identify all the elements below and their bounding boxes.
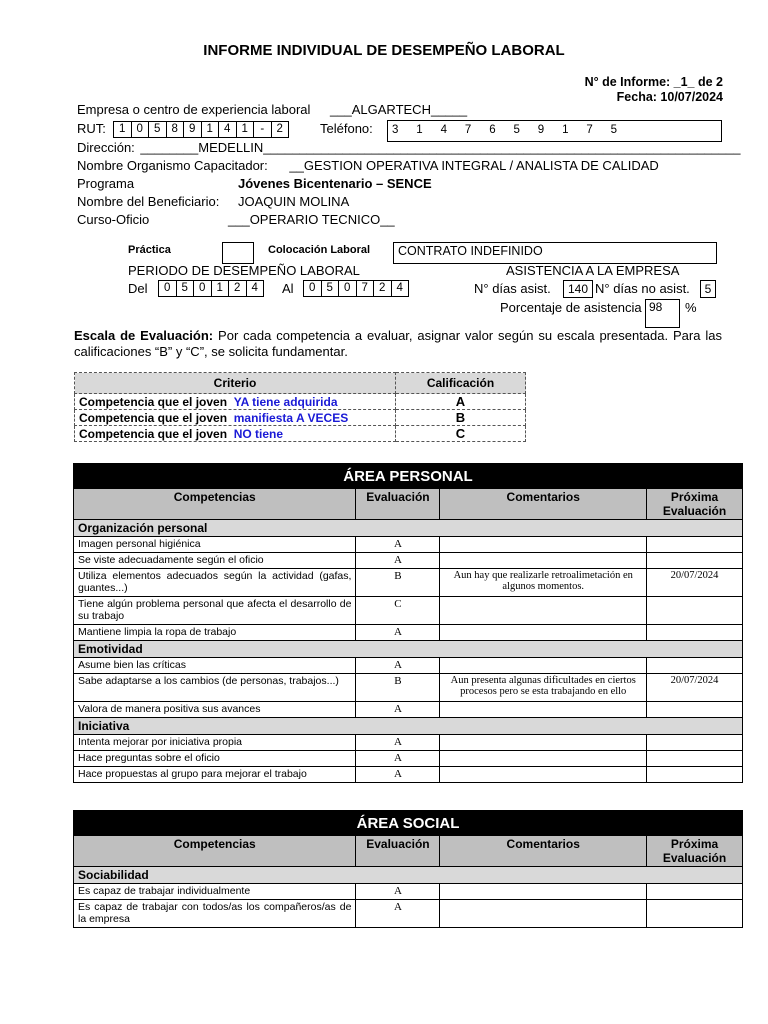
- porcentaje-unit: %: [685, 300, 697, 315]
- digit-cell: 5: [322, 281, 340, 296]
- dias-asist-label: N° días asist.: [474, 281, 551, 296]
- section-title: Emotividad: [74, 641, 743, 658]
- proxima-cell[interactable]: [647, 625, 743, 641]
- digit-cell: 2: [276, 123, 283, 135]
- col-comentarios: Comentarios: [440, 489, 647, 520]
- competencia-cell: Asume bien las críticas: [74, 658, 356, 674]
- digit-cell: 0: [159, 281, 177, 296]
- dias-no-asist-value: 5: [700, 280, 716, 298]
- criteria-grade: B: [396, 410, 526, 426]
- criteria-highlight: NO tiene: [233, 426, 284, 441]
- comentario-cell[interactable]: [440, 751, 647, 767]
- criteria-prefix: Competencia que el joven: [79, 410, 228, 425]
- digit-cell: 4: [251, 282, 258, 294]
- programa-value: Jóvenes Bicentenario – SENCE: [238, 176, 432, 191]
- beneficiario-value: JOAQUIN MOLINA: [238, 194, 350, 209]
- competencia-cell: Valora de manera positiva sus avances: [74, 702, 356, 718]
- comentario-cell[interactable]: [440, 900, 647, 928]
- proxima-cell[interactable]: [647, 537, 743, 553]
- digit-cell: 5: [149, 122, 167, 137]
- porcentaje-value: 98: [645, 299, 680, 328]
- digit-cell: 2: [229, 281, 247, 296]
- digit-cell: 0: [339, 281, 357, 296]
- report-date: Fecha: 10/07/2024: [616, 90, 723, 104]
- proxima-cell[interactable]: [647, 884, 743, 900]
- asistencia-label: ASISTENCIA A LA EMPRESA: [506, 263, 680, 278]
- digit-cell: 0: [194, 281, 212, 296]
- escala-paragraph: [74, 328, 722, 359]
- comentario-cell[interactable]: [440, 767, 647, 783]
- criteria-row: [75, 426, 526, 442]
- proxima-cell[interactable]: [647, 767, 743, 783]
- del-label: Del: [128, 281, 148, 296]
- area-social-table: [73, 810, 743, 928]
- evaluacion-cell[interactable]: A: [356, 900, 440, 928]
- direccion-row: [77, 140, 740, 155]
- criteria-grade: C: [396, 426, 526, 442]
- digit-cell: 7: [586, 124, 593, 136]
- criteria-table: [74, 372, 526, 442]
- proxima-cell[interactable]: [647, 900, 743, 928]
- telefono-box: [387, 120, 722, 142]
- colocacion-value: CONTRATO INDEFINIDO: [398, 244, 543, 258]
- competencia-cell: Utiliza elementos adecuados según la actividad (gafas, guantes...): [74, 569, 356, 597]
- criteria-prefix: Competencia que el joven: [79, 394, 228, 409]
- section-title: Iniciativa: [74, 718, 743, 735]
- digit-cell: 1: [202, 122, 220, 137]
- practica-label: Práctica: [128, 244, 171, 256]
- evaluacion-cell[interactable]: A: [356, 735, 440, 751]
- competencia-cell: Hace propuestas al grupo para mejorar el trabajo: [74, 767, 356, 783]
- periodo-label: PERIODO DE DESEMPEÑO LABORAL: [128, 263, 360, 278]
- porcentaje-label: Porcentaje de asistencia: [500, 300, 642, 315]
- table-row: [74, 537, 743, 553]
- table-row: [74, 674, 743, 702]
- digit-cell: 3: [392, 124, 399, 136]
- rut-cells: [113, 121, 289, 138]
- digit-cell: 1: [562, 124, 569, 136]
- competencia-cell: Es capaz de trabajar individualmente: [74, 884, 356, 900]
- digit-cell: 1: [212, 281, 230, 296]
- col-comentarios: Comentarios: [440, 836, 647, 867]
- comentario-cell[interactable]: [440, 537, 647, 553]
- competencia-cell: Es capaz de trabajar con todos/as los compañeros/as de la empresa: [74, 900, 356, 928]
- section-title: Organización personal: [74, 520, 743, 537]
- empresa-value: ___ALGARTECH_____: [330, 102, 468, 117]
- rut-label: RUT:: [77, 121, 106, 136]
- col-proxima: Próxima Evaluación: [647, 836, 743, 867]
- evaluacion-cell[interactable]: A: [356, 751, 440, 767]
- escala-text: Por cada competencia a evaluar, asignar valor según su escala presentada. Para las calificaciones “B” y “C”, se solicita fundamentar.: [74, 328, 722, 359]
- comentario-cell[interactable]: [440, 597, 647, 625]
- direccion-label: Dirección:: [77, 140, 135, 155]
- area-personal-table: [73, 463, 743, 783]
- evaluacion-cell[interactable]: A: [356, 767, 440, 783]
- column-header-row: [74, 489, 743, 520]
- escala-title: Escala de Evaluación:: [74, 328, 214, 343]
- digit-cell: 1: [237, 122, 255, 137]
- proxima-cell[interactable]: [647, 702, 743, 718]
- comentario-cell[interactable]: [440, 735, 647, 751]
- comentario-cell[interactable]: [440, 702, 647, 718]
- area-title: ÁREA PERSONAL: [74, 464, 743, 489]
- comentario-cell[interactable]: [440, 625, 647, 641]
- telefono-digits: [388, 121, 721, 139]
- digit-cell: 1: [416, 124, 423, 136]
- organismo-value: __GESTION OPERATIVA INTEGRAL / ANALISTA DE CALIDAD: [289, 158, 659, 173]
- section-row: [74, 641, 743, 658]
- section-row: [74, 718, 743, 735]
- table-row: [74, 767, 743, 783]
- criteria-row: [75, 410, 526, 426]
- col-competencias: Competencias: [74, 836, 356, 867]
- digit-cell: 4: [396, 282, 403, 294]
- digit-cell: 5: [513, 124, 520, 136]
- competencia-cell: Imagen personal higiénica: [74, 537, 356, 553]
- table-row: [74, 900, 743, 928]
- page-title: INFORME INDIVIDUAL DE DESEMPEÑO LABORAL: [203, 42, 565, 59]
- proxima-cell[interactable]: [647, 658, 743, 674]
- competencia-cell: Se viste adecuadamente según el oficio: [74, 553, 356, 569]
- report-number: N° de Informe: _1_ de 2: [584, 75, 723, 89]
- table-row: [74, 658, 743, 674]
- area-social-container: [73, 810, 743, 928]
- criteria-highlight: YA tiene adquirida: [233, 394, 338, 409]
- curso-label: Curso-Oficio: [77, 212, 150, 227]
- comentario-cell[interactable]: Aun presenta algunas dificultades en ciertos procesos pero se esta trabajando en ello: [440, 674, 647, 702]
- al-cells: [303, 280, 409, 297]
- area-title: ÁREA SOCIAL: [74, 811, 743, 836]
- comentario-cell[interactable]: [440, 658, 647, 674]
- colocacion-box: [393, 242, 717, 264]
- section-row: [74, 520, 743, 537]
- table-row: [74, 625, 743, 641]
- dias-no-asist-label: N° días no asist.: [595, 281, 690, 296]
- table-row: [74, 569, 743, 597]
- digit-cell: 2: [374, 281, 392, 296]
- colocacion-label: Colocación Laboral: [268, 244, 371, 256]
- programa-label: Programa: [77, 176, 135, 191]
- telefono-label: Teléfono:: [320, 121, 373, 136]
- criteria-highlight: manifiesta A VECES: [233, 410, 349, 425]
- evaluacion-cell[interactable]: A: [356, 658, 440, 674]
- area-personal-container: [73, 463, 743, 783]
- digit-cell: 9: [184, 122, 202, 137]
- organismo-label: Nombre Organismo Capacitador:: [77, 158, 268, 173]
- criteria-prefix: Competencia que el joven: [79, 426, 228, 441]
- digit-cell: 1: [114, 122, 132, 137]
- proxima-cell[interactable]: [647, 751, 743, 767]
- empresa-label: Empresa o centro de experiencia laboral: [77, 102, 311, 117]
- evaluacion-cell[interactable]: B: [356, 674, 440, 702]
- table-row: [74, 751, 743, 767]
- proxima-cell[interactable]: 20/07/2024: [647, 569, 743, 597]
- area-title-row: [74, 464, 743, 489]
- evaluacion-cell[interactable]: A: [356, 553, 440, 569]
- competencia-cell: Tiene algún problema personal que afecta el desarrollo de su trabajo: [74, 597, 356, 625]
- proxima-cell[interactable]: [647, 735, 743, 751]
- competencia-cell: Sabe adaptarse a los cambios (de personas, trabajos...): [74, 674, 356, 702]
- col-competencias: Competencias: [74, 489, 356, 520]
- col-evaluacion: Evaluación: [356, 836, 440, 867]
- area-title-row: [74, 811, 743, 836]
- practica-checkbox[interactable]: [222, 242, 254, 264]
- organismo-row: [77, 158, 659, 173]
- evaluacion-cell[interactable]: A: [356, 702, 440, 718]
- evaluacion-cell[interactable]: A: [356, 884, 440, 900]
- digit-cell: 4: [440, 124, 447, 136]
- evaluacion-cell[interactable]: C: [356, 597, 440, 625]
- table-row: [74, 735, 743, 751]
- col-proxima: Próxima Evaluación: [647, 489, 743, 520]
- col-evaluacion: Evaluación: [356, 489, 440, 520]
- comentario-cell[interactable]: [440, 553, 647, 569]
- digit-cell: 5: [610, 124, 618, 136]
- comentario-cell[interactable]: Aun hay que realizarle retroalimetación en algunos momentos.: [440, 569, 647, 597]
- digit-cell: 4: [219, 122, 237, 137]
- table-row: [74, 884, 743, 900]
- digit-cell: -: [254, 122, 272, 137]
- table-row: [74, 597, 743, 625]
- direccion-value: ________MEDELLIN__________________________________________________________________: [140, 140, 741, 155]
- digit-cell: 6: [489, 124, 496, 136]
- digit-cell: 0: [304, 281, 322, 296]
- evaluacion-cell[interactable]: A: [356, 625, 440, 641]
- al-label: Al: [282, 281, 294, 296]
- empresa-row: [77, 102, 467, 117]
- proxima-cell[interactable]: 20/07/2024: [647, 674, 743, 702]
- comentario-cell[interactable]: [440, 884, 647, 900]
- criteria-row: [75, 394, 526, 410]
- proxima-cell[interactable]: [647, 597, 743, 625]
- del-cells: [158, 280, 264, 297]
- digit-cell: 5: [177, 281, 195, 296]
- digit-cell: 8: [167, 122, 185, 137]
- curso-value: ___OPERARIO TECNICO__: [228, 212, 395, 227]
- table-row: [74, 553, 743, 569]
- criteria-grade: A: [396, 394, 526, 410]
- competencia-cell: Intenta mejorar por iniciativa propia: [74, 735, 356, 751]
- criteria-header-criterio: Criterio: [75, 373, 396, 394]
- beneficiario-label: Nombre del Beneficiario:: [77, 194, 220, 209]
- evaluacion-cell[interactable]: B: [356, 569, 440, 597]
- section-title: Sociabilidad: [74, 867, 743, 884]
- dias-asist-value: 140: [563, 280, 593, 298]
- criteria-header-calificacion: Calificación: [396, 373, 526, 394]
- table-row: [74, 702, 743, 718]
- section-row: [74, 867, 743, 884]
- evaluacion-cell[interactable]: A: [356, 537, 440, 553]
- competencia-cell: Mantiene limpia la ropa de trabajo: [74, 625, 356, 641]
- proxima-cell[interactable]: [647, 553, 743, 569]
- digit-cell: 7: [357, 281, 375, 296]
- digit-cell: 7: [464, 124, 472, 136]
- digit-cell: 9: [537, 124, 545, 136]
- competencia-cell: Hace preguntas sobre el oficio: [74, 751, 356, 767]
- digit-cell: 0: [132, 122, 150, 137]
- column-header-row: [74, 836, 743, 867]
